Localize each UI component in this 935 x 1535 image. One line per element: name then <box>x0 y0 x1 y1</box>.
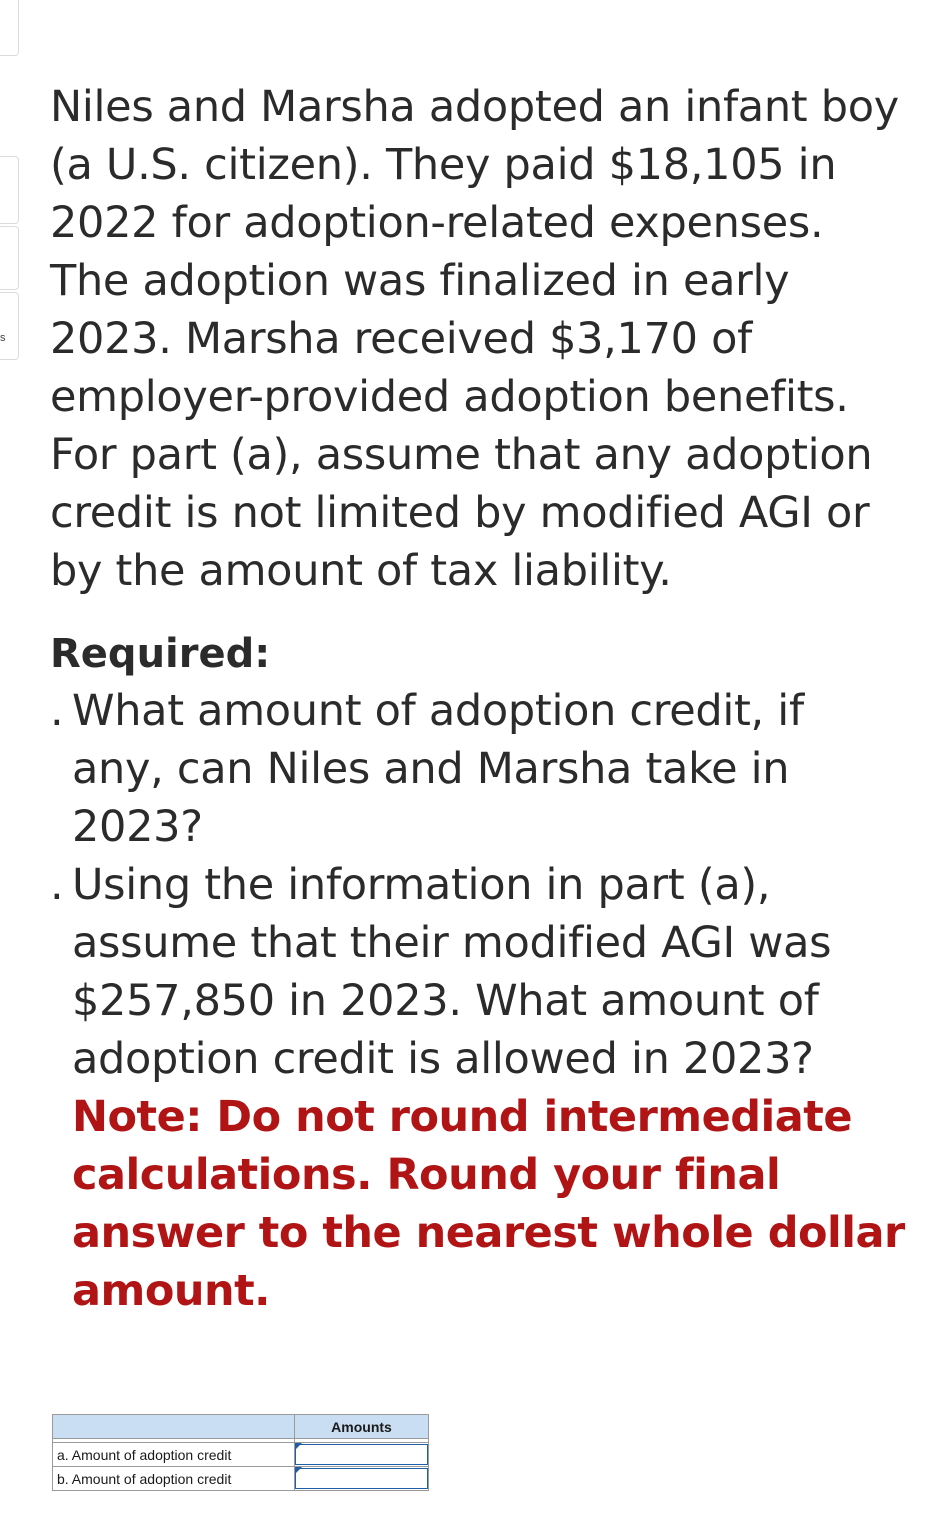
row-a-input-cell <box>295 1443 429 1467</box>
row-b-label: b. Amount of adoption credit <box>53 1467 295 1491</box>
required-item-b-text: Using the information in part (a), assume that their modified AGI was $257,850 in 2023. What amount of adoption credit is allowed in 2023? <box>72 860 832 1084</box>
required-item-a <box>50 682 905 856</box>
adoption-credit-a-input[interactable] <box>295 1444 428 1465</box>
edge-tab-4[interactable] <box>0 292 19 360</box>
table-header-amounts: Amounts <box>295 1415 429 1439</box>
table-header-blank <box>53 1415 295 1439</box>
edge-tab-1[interactable] <box>0 0 19 56</box>
bullet-dot: . <box>50 860 64 910</box>
required-heading: Required: <box>50 631 271 677</box>
flag-icon <box>295 1443 302 1450</box>
question-content <box>50 78 905 1320</box>
row-a-label: a. Amount of adoption credit <box>53 1443 295 1467</box>
required-item-b <box>50 856 905 1320</box>
problem-statement: Niles and Marsha adopted an infant boy (a U.S. citizen). They paid $18,105 in 2022 for adoption-related expenses. The adoption was finalized in early 2023. Marsha received $3,170 of employer-provided adoption benefits. For part (a), assume that any adoption credit is not limited by modified AGI or by the amount of tax liability. <box>50 82 899 596</box>
edge-tab-3[interactable] <box>0 226 19 290</box>
edge-tab-letter: s <box>0 332 6 344</box>
row-b-input-cell <box>295 1467 429 1491</box>
required-item-a-text: What amount of adoption credit, if any, can Niles and Marsha take in 2023? <box>72 686 804 852</box>
answer-table <box>52 1414 429 1491</box>
required-list <box>50 682 905 1320</box>
flag-icon <box>295 1467 302 1474</box>
table-row <box>53 1467 429 1491</box>
rounding-note: Note: Do not round intermediate calculations. Round your final answer to the nearest whole dollar amount. <box>72 1092 905 1316</box>
table-header-row <box>53 1415 429 1439</box>
edge-tab-2[interactable] <box>0 156 19 224</box>
table-row <box>53 1443 429 1467</box>
bullet-dot: . <box>50 686 64 736</box>
adoption-credit-b-input[interactable] <box>295 1468 428 1489</box>
